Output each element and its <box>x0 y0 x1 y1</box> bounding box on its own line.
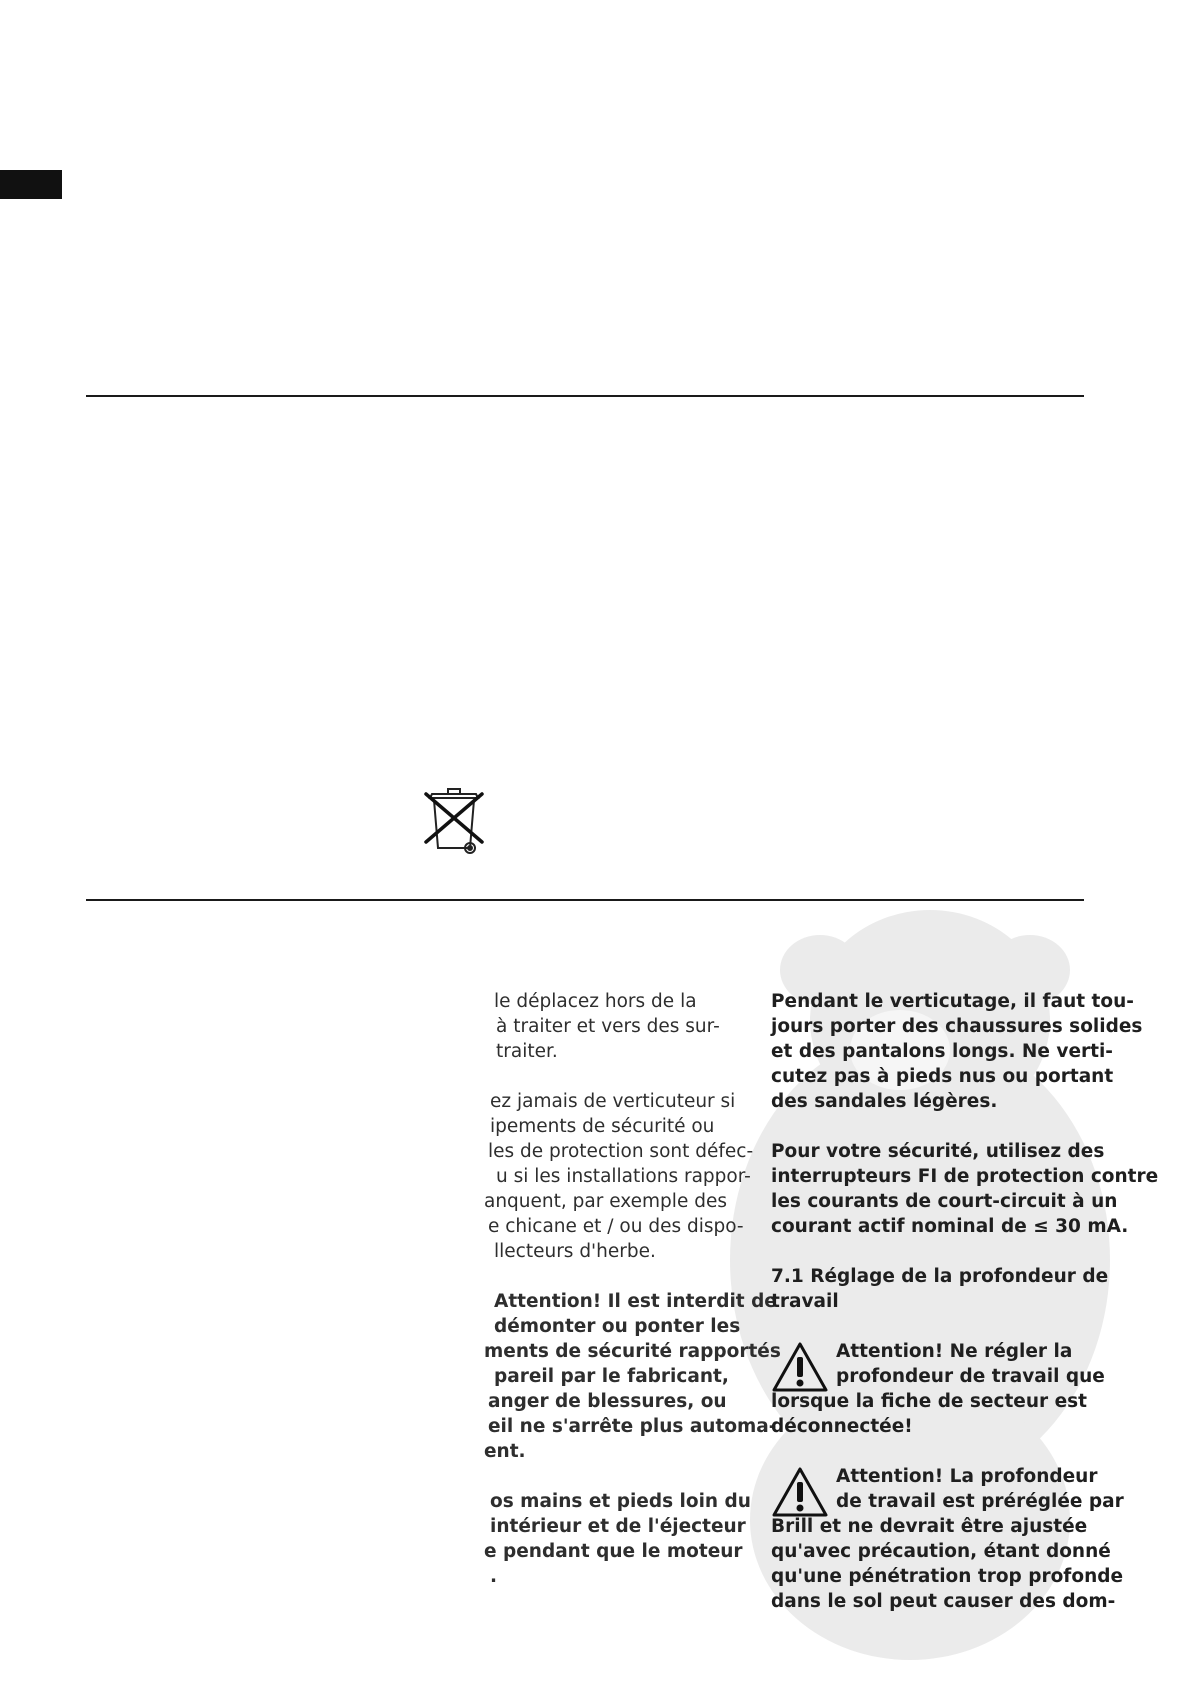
text-line: ent. <box>484 1441 526 1462</box>
right-text-column <box>771 989 1159 1614</box>
middle-text-column <box>484 989 781 1589</box>
text-line: profondeur de travail que <box>836 1366 1105 1387</box>
section-heading: 7.1 Réglage de la profondeur de <box>771 1266 1109 1287</box>
text-line: le déplacez hors de la <box>494 991 697 1012</box>
text-line: les courants de court-circuit à un <box>771 1191 1118 1212</box>
text-line: Attention! Ne régler la <box>836 1341 1073 1362</box>
text-line: dans le sol peut causer des dom- <box>771 1591 1116 1612</box>
text-line: les de protection sont défec- <box>488 1141 754 1162</box>
warning-block-2 <box>771 1464 1124 1614</box>
text-line: e pendant que le moteur <box>484 1541 743 1562</box>
text-line: e chicane et / ou des dispo- <box>488 1216 744 1237</box>
section-tab-marker <box>0 170 62 199</box>
text-line: Pendant le verticutage, il faut tou- <box>771 991 1134 1012</box>
section-heading: travail <box>771 1291 839 1312</box>
text-line: Attention! La profondeur <box>836 1466 1098 1487</box>
text-line: lorsque la fiche de secteur est <box>771 1391 1087 1412</box>
text-line: à traiter et vers des sur- <box>496 1016 720 1037</box>
divider-top <box>86 395 1084 397</box>
text-line: interrupteurs FI de protection contre <box>771 1166 1159 1187</box>
text-line: os mains et pieds loin du <box>490 1491 751 1512</box>
text-line: des sandales légères. <box>771 1091 998 1112</box>
text-line: u si les installations rappor- <box>496 1166 751 1187</box>
crossed-out-wheelie-bin-icon <box>420 786 490 856</box>
text-line: ez jamais de verticuteur si <box>490 1091 736 1112</box>
text-line: eil ne s'arrête plus automa- <box>488 1416 777 1437</box>
text-line: qu'une pénétration trop profonde <box>771 1566 1124 1587</box>
text-line: démonter ou ponter les <box>494 1316 741 1337</box>
text-line: anger de blessures, ou <box>488 1391 727 1412</box>
text-line: jours porter des chaussures solides <box>771 1016 1143 1037</box>
text-line: anquent, par exemple des <box>484 1191 727 1212</box>
warning-triangle-icon <box>771 1341 829 1393</box>
text-line: qu'avec précaution, étant donné <box>771 1541 1111 1562</box>
text-line: déconnectée! <box>771 1416 913 1437</box>
text-line: Attention! Il est interdit de <box>494 1291 777 1312</box>
text-line: de travail est préréglée par <box>836 1491 1124 1512</box>
text-line: cutez pas à pieds nus ou portant <box>771 1066 1114 1087</box>
text-line: pareil par le fabricant, <box>494 1366 729 1387</box>
text-line: ipements de sécurité ou <box>490 1116 715 1137</box>
text-line: Pour votre sécurité, utilisez des <box>771 1141 1105 1162</box>
text-line: traiter. <box>496 1041 558 1062</box>
text-line: intérieur et de l'éjecteur <box>490 1516 746 1537</box>
text-line: Brill et ne devrait être ajustée <box>771 1516 1088 1537</box>
text-line: courant actif nominal de ≤ 30 mA. <box>771 1216 1129 1237</box>
text-line: et des pantalons longs. Ne verti- <box>771 1041 1113 1062</box>
warning-block-1 <box>771 1339 1105 1439</box>
warning-triangle-icon <box>771 1466 829 1518</box>
text-line: llecteurs d'herbe. <box>494 1241 656 1262</box>
text-line: . <box>490 1566 498 1587</box>
text-line: ments de sécurité rapportés <box>484 1341 781 1362</box>
